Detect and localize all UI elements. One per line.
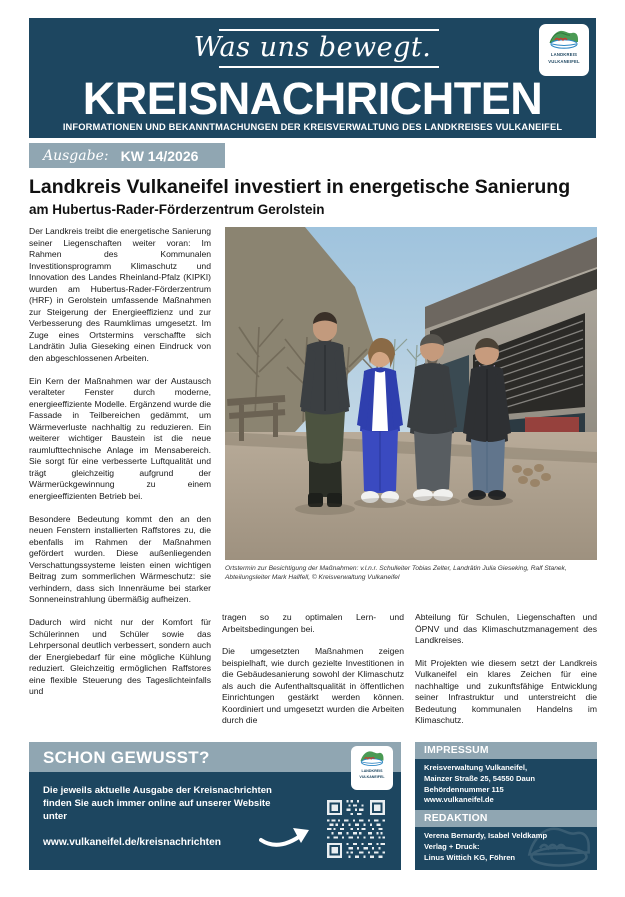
schon-gewusst-heading: SCHON GEWUSST? <box>43 748 210 767</box>
article-paragraph: Die umgesetzten Maßnahmen zeigen beispielhaft, wie durch gezielte Investitionen in die Gebäudesanierung sowohl der Klimaschutz als auch die Aufenthaltsqualität in öffentlichen Einrichtungen gestärkt werden können. Koordiniert und umgesetzt wurden die Arbeiten durch die <box>222 646 404 726</box>
article-subheadline: am Hubertus-Rader-Förderzentrum Gerolstein <box>29 202 325 217</box>
article-paragraph: Mit Projekten wie diesem setzt der Landkreis Vulkaneifel ein klares Zeichen für eine nachhaltige und zukunftsfähige Entwicklung seiner Infrastruktur und unterstreicht die Bedeutung kommunalen Handelns im Klimaschutz. <box>415 657 597 726</box>
schon-gewusst-body: Die jeweils aktuelle Ausgabe der Kreisnachrichten finden Sie auch immer online auf unserer Website unter <box>43 785 272 822</box>
vulkaneifel-watermark-icon <box>523 822 595 870</box>
photo-caption: Ortstermin zur Besichtigung der Maßnahmen: v.l.n.r. Schulleiter Tobias Zelter, Landrätin Julia Gieseking, Ralf Stanek, Abteilungsleiter Mark Hallfell, © Kreisverwaltung Vulkaneifel <box>225 565 567 581</box>
article-column-3 <box>415 612 597 738</box>
logo-label-line2: VULKANEIFEL <box>359 775 385 780</box>
impressum-heading: IMPRESSUM <box>424 745 489 756</box>
issue-value: KW 14/2026 <box>120 147 199 164</box>
masthead <box>29 18 596 138</box>
impressum-header <box>415 742 597 759</box>
landkreis-vulkaneifel-logo <box>539 24 589 76</box>
qr-code[interactable] <box>325 798 387 860</box>
impressum-address: Kreisverwaltung Vulkaneifel, Mainzer Straße 25, 54550 Daun Behördennummer 115 www.vulkaneifel.de <box>424 763 536 805</box>
masthead-main-title: KREISNACHRICHTEN <box>82 73 543 124</box>
redaktion-heading: REDAKTION <box>424 813 488 824</box>
issue-label: Ausgabe: <box>43 147 109 164</box>
logo-label-line1: LANDKREIS <box>550 52 578 57</box>
curved-arrow-icon <box>259 822 321 852</box>
site-visit-photo-illustration <box>225 227 597 560</box>
schon-gewusst-header <box>29 742 401 772</box>
article-paragraph: Abteilung für Schulen, Liegenschaften und ÖPNV und das Klimaschutzmanagement des Landkreises. <box>415 612 597 646</box>
issue-badge <box>29 143 225 168</box>
article-photo <box>225 227 597 560</box>
article-paragraph: Besondere Bedeutung kommt den an den neuen Fenstern installierten Raffstores zu, die ebenfalls im Rahmen der Maßnahmen gefördert wurden. Diese außenliegenden Verschattungssysteme leisten einen wichtigen Beitrag zum sommerlichen Wärmeschutz: sie verhindern, dass sich Innenräume bei starker Sonneneinstrahlung übermäßig aufheizen. <box>29 513 211 605</box>
vulkaneifel-crest-icon <box>547 28 581 50</box>
article-column-1 <box>29 226 211 709</box>
masthead-script-title: Was uns bewegt. <box>193 32 432 63</box>
logo-label-line1: LANDKREIS <box>361 769 383 773</box>
masthead-rule-bottom <box>219 66 439 68</box>
schon-gewusst-logo <box>351 746 393 790</box>
article-paragraph: Der Landkreis treibt die energetische Sanierung seiner Liegenschaften weiter voran: Im Rahmen des Kommunalen Investitionsprogramm Klimaschutz und Innovation des Landes Rheinland-Pfalz (KIPKI) wurden am Hubertus-Rader-Förderzentrum (HRF) in Gerolstein umfassende Maßnahmen zur Steigerung der Energieeffizienz und zur Verbesserung des Raumklimas umgesetzt. Im Zuge eines Ortstermins verschaffte sich Landrätin Julia Gieseking einen Eindruck von den abgeschlossenen Arbeiten. <box>29 226 212 364</box>
logo-label-line2: VULKANEIFEL <box>548 59 580 65</box>
article-headline: Landkreis Vulkaneifel investiert in energetische Sanierung <box>29 176 571 198</box>
article-paragraph: tragen so zu optimalen Lern- und Arbeitsbedingungen bei. <box>222 612 404 634</box>
schon-gewusst-url[interactable]: www.vulkaneifel.de/kreisnachrichten <box>43 837 221 848</box>
redaktion-details: Verena Bernardy, Isabel Veldkamp Verlag + Druck: Linus Wittich KG, Föhren <box>424 831 548 862</box>
schon-gewusst-box <box>29 742 401 870</box>
article-paragraph: Dadurch wird nicht nur der Komfort für Schülerinnen und Schüler sowie das Lehrpersonal deutlich verbessert, sondern auch der Energiebedarf für eine mögliche Kühlung reduziert. Gleichzeitig ermöglichen Raffstores eine flexible Steuerung des Tageslichteinfalls und <box>29 616 211 697</box>
impressum-box <box>415 742 597 870</box>
article-column-2 <box>222 612 404 738</box>
article-paragraph: Ein Kern der Maßnahmen war der Austausch veralteter Fenster durch moderne, energieeffiziente Modelle. Ergänzend wurde die Fassade in Teilbereichen gedämmt, um Wärmeverluste nachhaltig zu reduzieren. Ein weiterer wichtiger Baustein ist die neue raumlufttechnische Anlage im Mensabereich. Sie sorgt für eine verbesserte Luftqualität und trägt gleichzeitig aufgrund der Wärmerückgewinnung zu einem energieeffizienten Betrieb bei. <box>29 375 211 502</box>
masthead-subtitle: INFORMATIONEN UND BEKANNTMACHUNGEN DER KREISVERWALTUNG DES LANDKREISES VULKANEIFEL <box>62 122 563 132</box>
vulkaneifel-crest-icon <box>358 749 386 767</box>
